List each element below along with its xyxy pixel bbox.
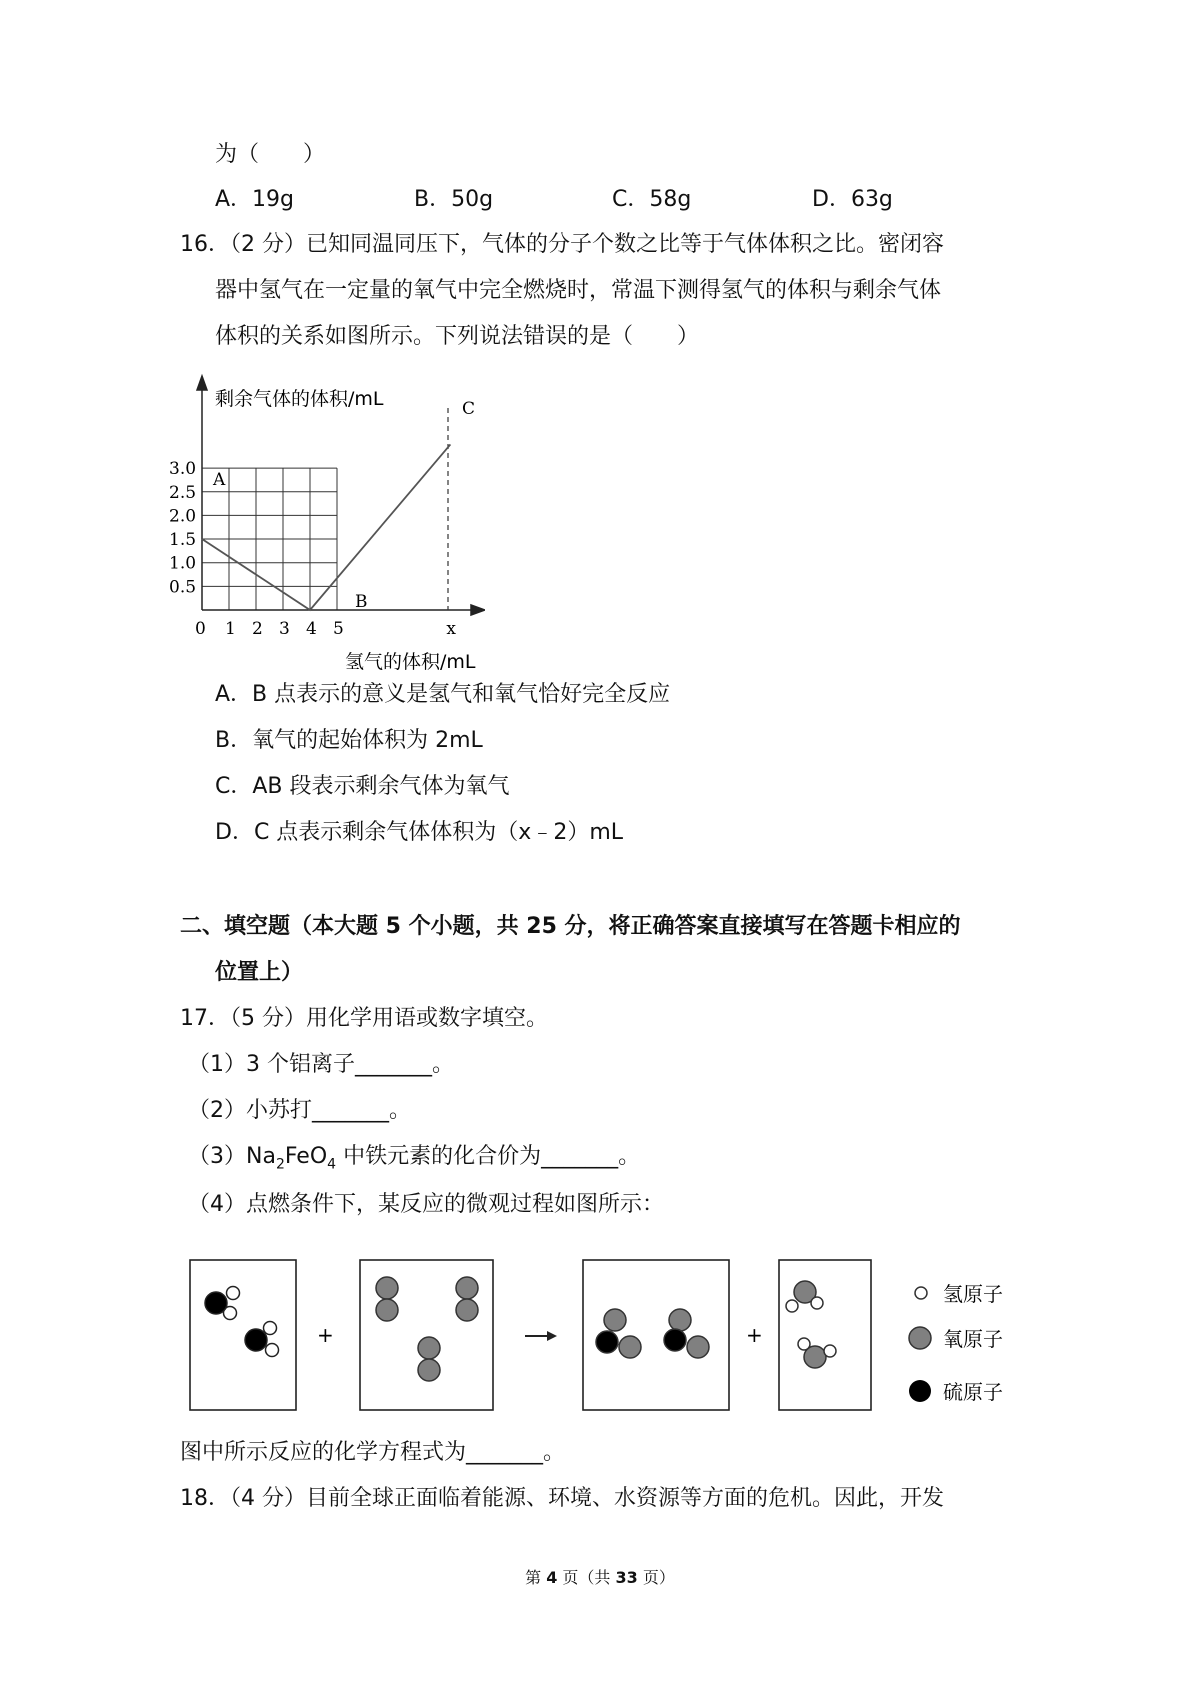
q16-line-3: 体积的关系如图所示。下列说法错误的是（ ） (215, 324, 700, 349)
q17-part-1: （1）3 个铝离子_______。 (188, 1052, 454, 1077)
q16-option-d: D．C 点表示剩余气体体积为（x﹣2）mL (215, 820, 624, 845)
point-label-b: B (355, 592, 368, 612)
footer-total-pages: 33 (615, 1568, 638, 1587)
legend-hydrogen-label: 氢原子 (943, 1282, 1003, 1306)
q17-part-4: （4）点燃条件下，某反应的微观过程如图所示： (188, 1192, 664, 1217)
point-label-a: A (213, 470, 226, 490)
y-axis-arrow (197, 376, 207, 390)
q17-part-3-mid: FeO (284, 1144, 328, 1169)
legend-oxygen-label: 氧原子 (943, 1327, 1003, 1351)
q17-header: 17．（5 分）用化学用语或数字填空。 (180, 1006, 548, 1031)
x-axis-label: 氢气的体积/mL (345, 651, 476, 670)
series-line (202, 444, 450, 610)
reaction-diagram (175, 1250, 1035, 1420)
y-tick-label: 1.0 (169, 553, 197, 574)
y-tick-label: 2.5 (169, 482, 197, 503)
chart-axes (197, 376, 485, 615)
q15-option-c: C．58g (612, 187, 692, 212)
q15-option-a: A．19g (215, 187, 295, 212)
x-tick-label: 0 (195, 619, 206, 639)
q15-option-d: D．63g (812, 187, 893, 212)
legend-hydrogen-icon (915, 1287, 927, 1299)
x-tick-label: x (446, 619, 456, 639)
legend-oxygen-icon (909, 1327, 931, 1349)
footer-page-number: 4 (546, 1568, 558, 1587)
q16-option-a: A．B 点表示的意义是氢气和氧气恰好完全反应 (215, 682, 671, 707)
section-2-heading-line-1: 二、填空题（本大题 5 个小题，共 25 分，将正确答案直接填写在答题卡相应的 (180, 914, 961, 939)
x-axis-arrow (471, 605, 485, 615)
x-tick-label: 5 (333, 619, 344, 639)
q18-line-1: 18．（4 分）目前全球正面临着能源、环境、水资源等方面的危机。因此，开发 (180, 1486, 944, 1511)
q17-part-3-suffix: 中铁元素的化合价为_______。 (336, 1144, 641, 1169)
plus-sign-2: + (746, 1323, 763, 1347)
box-product-2 (779, 1260, 871, 1410)
footer-suffix: 页） (637, 1568, 675, 1587)
q16-option-b: B．氧气的起始体积为 2mL (215, 728, 483, 753)
q16-line-2: 器中氢气在一定量的氧气中完全燃烧时，常温下测得氢气的体积与剩余气体 (215, 278, 942, 303)
box-reactant-1 (190, 1260, 296, 1410)
q17-sub-1: 2 (275, 1156, 285, 1173)
legend-sulfur-label: 硫原子 (943, 1380, 1003, 1404)
footer-prefix: 第 (525, 1568, 547, 1587)
q17-equation-line: 图中所示反应的化学方程式为_______。 (180, 1440, 566, 1465)
reaction-arrow-head (547, 1331, 557, 1341)
x-tick-label: 1 (225, 619, 236, 639)
q16-line-1: 16．（2 分）已知同温同压下，气体的分子个数之比等于气体体积之比。密闭容 (180, 232, 944, 257)
page-footer (0, 1565, 1200, 1588)
y-tick-label: 0.5 (169, 577, 197, 598)
q17-sub-2: 4 (327, 1156, 337, 1173)
x-tick-label: 2 (252, 619, 263, 639)
q17-part-3-prefix: （3）Na (188, 1144, 276, 1169)
gas-volume-chart (165, 370, 485, 670)
y-tick-label: 1.5 (169, 530, 197, 551)
q15-option-b: B．50g (414, 187, 494, 212)
y-tick-label: 3.0 (169, 459, 197, 480)
x-tick-label: 4 (306, 619, 317, 639)
y-axis-label: 剩余气体的体积/mL (215, 388, 384, 410)
q15-tail: 为（ ） (215, 142, 326, 167)
section-2-heading-line-2: 位置上） (215, 960, 304, 985)
q16-option-c: C．AB 段表示剩余气体为氧气 (215, 774, 510, 799)
y-tick-label: 2.0 (169, 506, 197, 527)
x-tick-label: 3 (279, 619, 290, 639)
point-label-c: C (462, 399, 476, 419)
q17-part-2: （2）小苏打_______。 (188, 1098, 411, 1123)
legend-sulfur-icon (909, 1380, 931, 1402)
footer-middle: 页（共 (557, 1568, 616, 1587)
plus-sign-1: + (317, 1323, 334, 1347)
q17-part-3 (188, 1142, 640, 1179)
